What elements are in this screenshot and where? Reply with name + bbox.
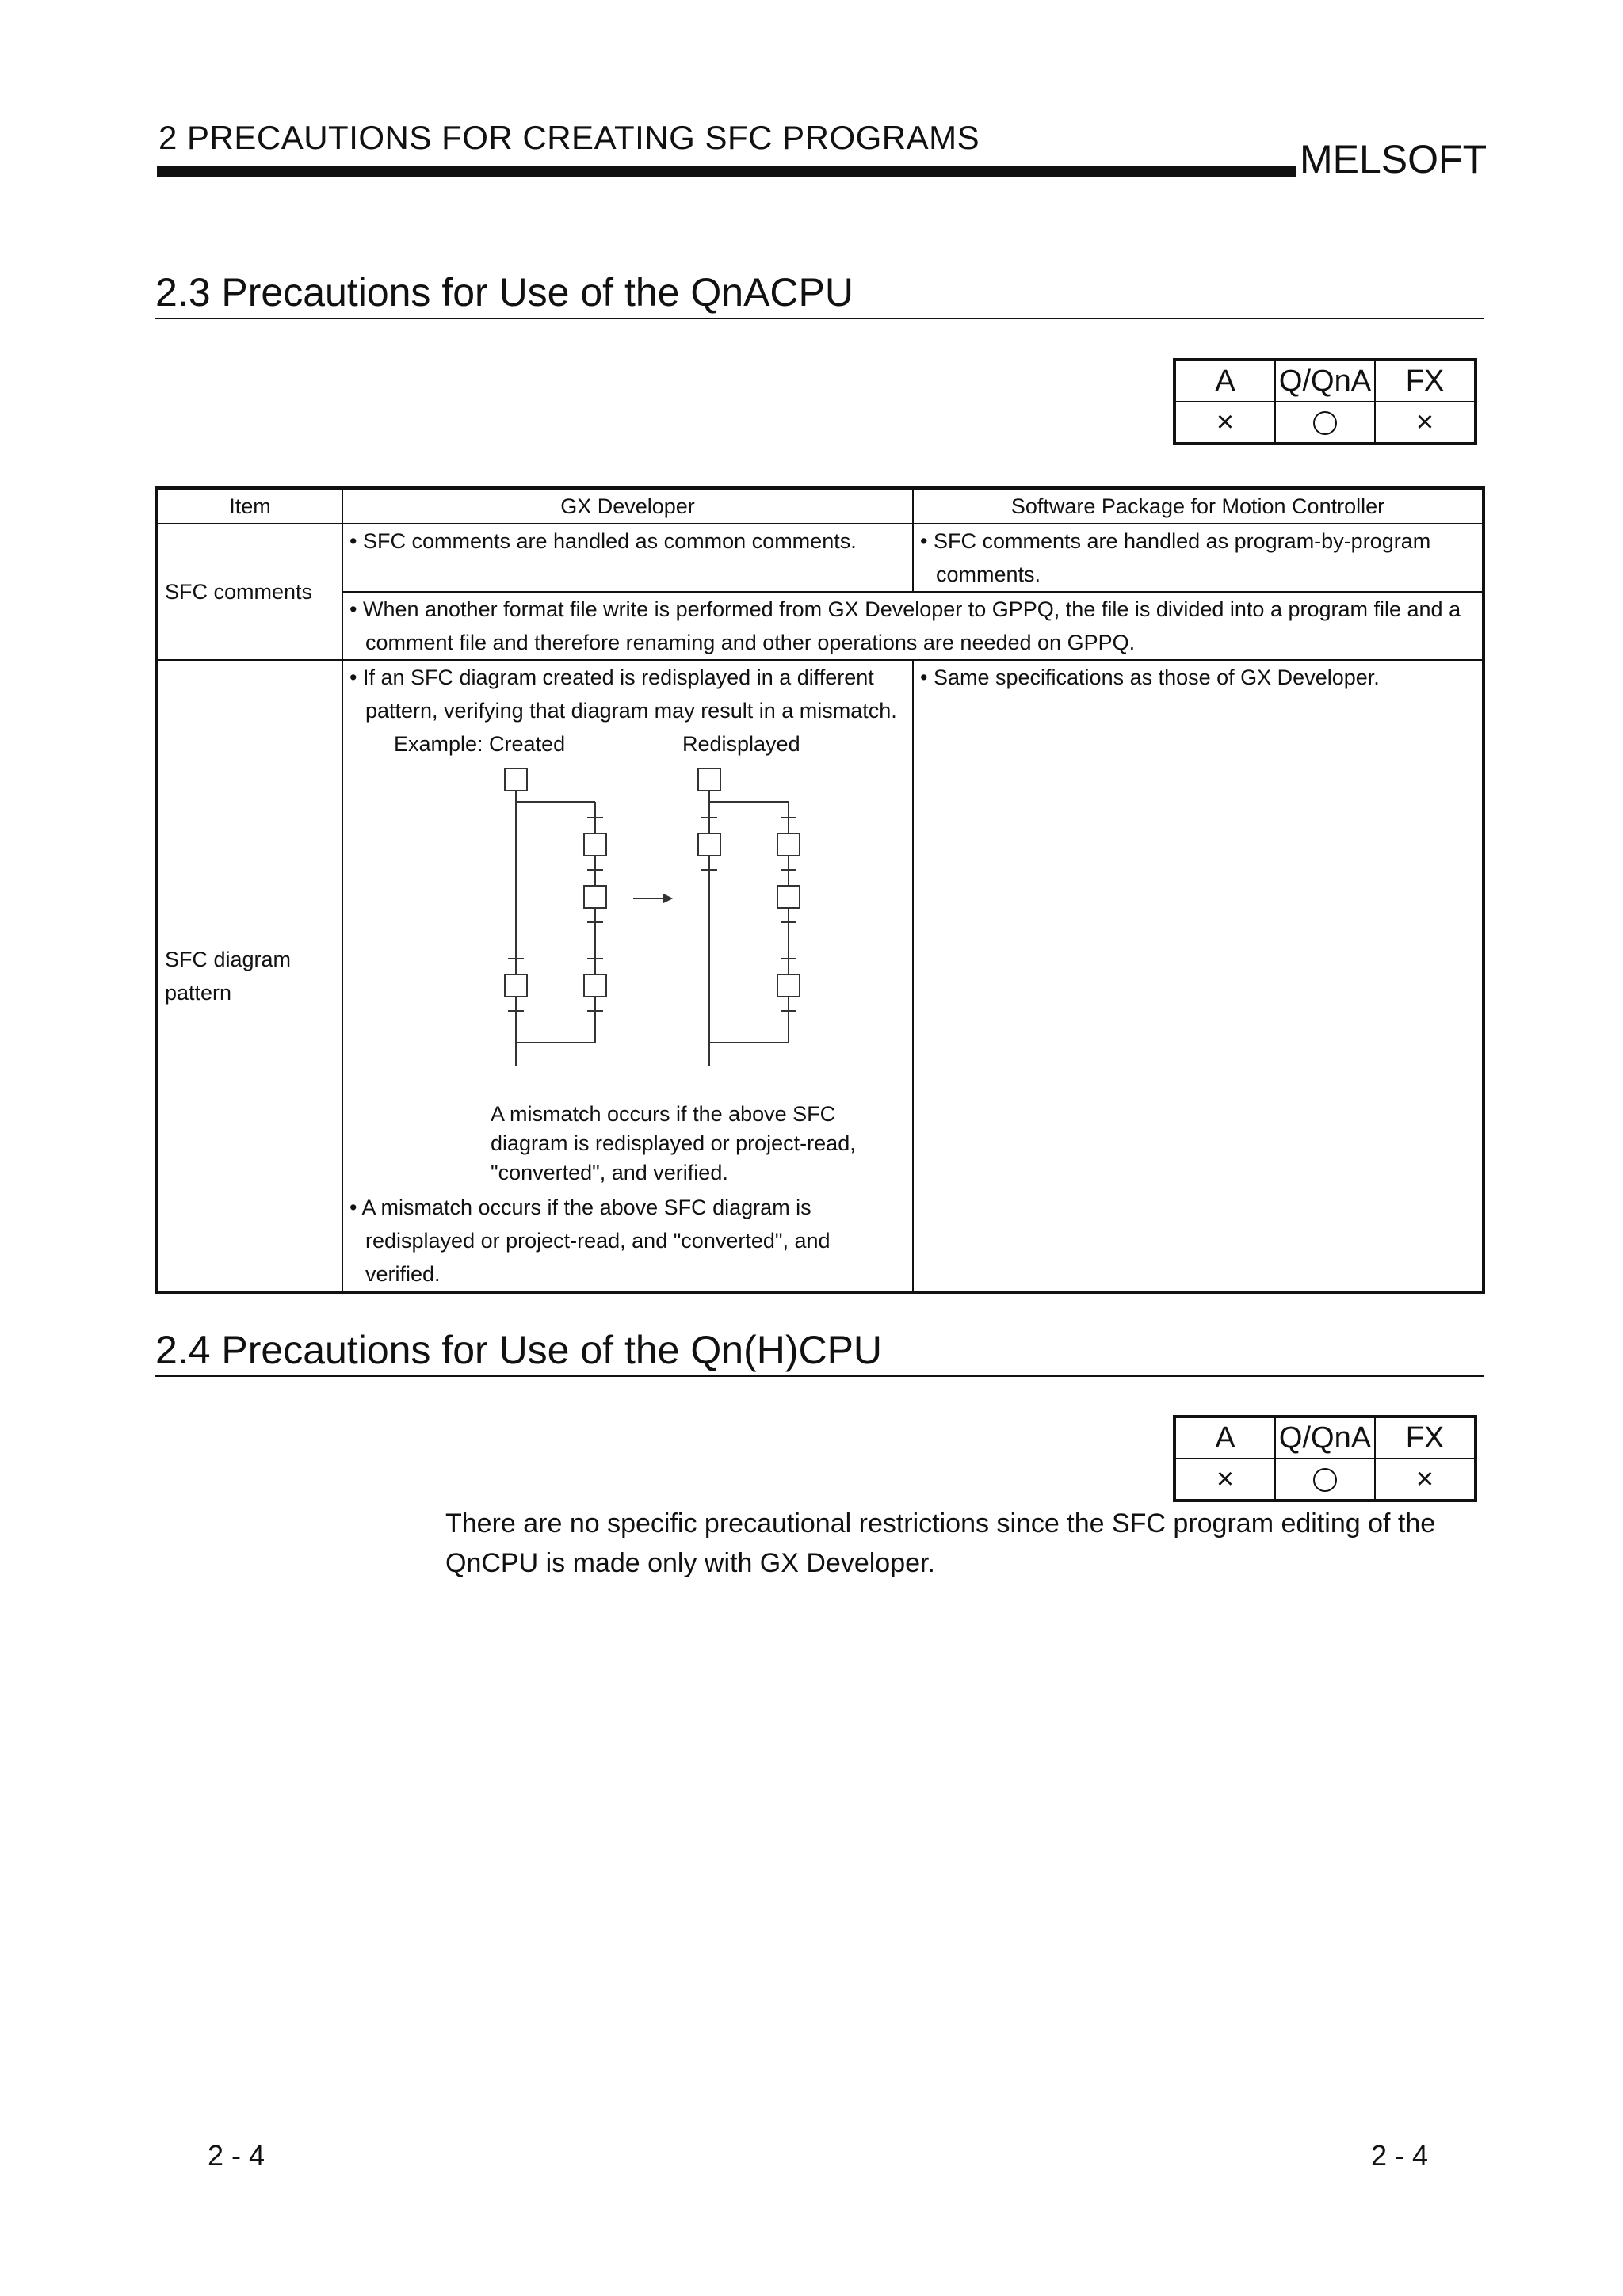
header-motion-controller: Software Package for Motion Controller (913, 488, 1484, 524)
gx-comments-text: • SFC comments are handled as common comments. (349, 524, 906, 558)
precautions-table (155, 486, 1485, 1294)
section-2-3-rule (155, 318, 1484, 319)
gx-diagram-intro: • If an SFC diagram created is redisplayed in a different pattern, verifying that diagram may result in a mismatch. (349, 661, 906, 727)
gx-diagram-note: • A mismatch occurs if the above SFC diagram is redisplayed or project-read, and "converted", and verified. (349, 1191, 906, 1291)
label-redisplayed: Redisplayed (682, 732, 800, 756)
section-2-3-title: 2.3 Precautions for Use of the QnACPU (155, 270, 854, 315)
motion-diagram-text: • Same specifications as those of GX Developer. (920, 661, 1476, 694)
compat-header-a: A (1174, 1417, 1275, 1459)
compat-value-a (1174, 402, 1275, 444)
compat-value-fx (1375, 1459, 1476, 1501)
label-example-created: Example: Created (394, 732, 566, 756)
page-number-right: 2 - 4 (1371, 2139, 1429, 2172)
compat-table-2-4 (1173, 1415, 1477, 1502)
cell-gx-diagram (342, 660, 913, 1292)
section-2-4-rule (155, 1375, 1484, 1377)
compat-value-qqna (1275, 402, 1375, 444)
compat-header-qqna: Q/QnA (1275, 1417, 1375, 1459)
sfc-example-diagram (349, 727, 906, 1100)
cross-icon: × (1415, 405, 1434, 439)
header-item: Item (157, 488, 342, 524)
circle-icon (1313, 411, 1337, 435)
compat-header-a: A (1174, 360, 1275, 402)
cell-motion-comments (913, 524, 1484, 592)
header-rule (157, 166, 1296, 177)
circle-icon (1313, 1468, 1337, 1492)
item-label-line1: SFC diagram (165, 947, 292, 971)
compat-header-fx: FX (1375, 360, 1476, 402)
diagram-caption: A mismatch occurs if the above SFC diagram is redisplayed or project-read, "converted", and verified. (491, 1102, 856, 1184)
motion-comments-text: • SFC comments are handled as program-by-program comments. (920, 524, 1476, 591)
cross-icon: × (1216, 405, 1235, 439)
sfc-redisplayed-diagram (698, 769, 800, 1066)
chapter-title: 2 PRECAUTIONS FOR CREATING SFC PROGRAMS (158, 119, 980, 156)
sfc-created-diagram (505, 769, 606, 1066)
brand-logo: MELSOFT (1300, 137, 1487, 181)
section-2-4-body: There are no specific precautional restrictions since the SFC program editing of the QnCPU is made only with GX Developer. (445, 1508, 1436, 1578)
compat-value-qqna (1275, 1459, 1375, 1501)
arrow-icon (633, 894, 671, 902)
cell-motion-diagram (913, 660, 1484, 1292)
row-item-sfc-diagram-pattern (157, 660, 342, 1292)
compat-value-fx (1375, 402, 1476, 444)
compat-value-a (1174, 1459, 1275, 1501)
cell-gx-comments (342, 524, 913, 592)
page-number-left: 2 - 4 (208, 2139, 265, 2172)
sfc-diagrams-svg (349, 727, 907, 1100)
item-label-line2: pattern (165, 980, 232, 1005)
cross-icon: × (1415, 1462, 1434, 1496)
row-item-sfc-comments: SFC comments (157, 524, 342, 660)
compat-header-qqna: Q/QnA (1275, 360, 1375, 402)
shared-comments-text: • When another format file write is performed from GX Developer to GPPQ, the file is divided into a program file and a comment file and therefore renaming and other operations are needed on GPPQ. (349, 593, 1476, 659)
section-2-4-title: 2.4 Precautions for Use of the Qn(H)CPU (155, 1328, 883, 1372)
cell-shared-comments (342, 592, 1484, 660)
compat-table-2-3 (1173, 358, 1477, 445)
cross-icon: × (1216, 1462, 1235, 1496)
compat-header-fx: FX (1375, 1417, 1476, 1459)
header-gx-developer: GX Developer (342, 488, 913, 524)
